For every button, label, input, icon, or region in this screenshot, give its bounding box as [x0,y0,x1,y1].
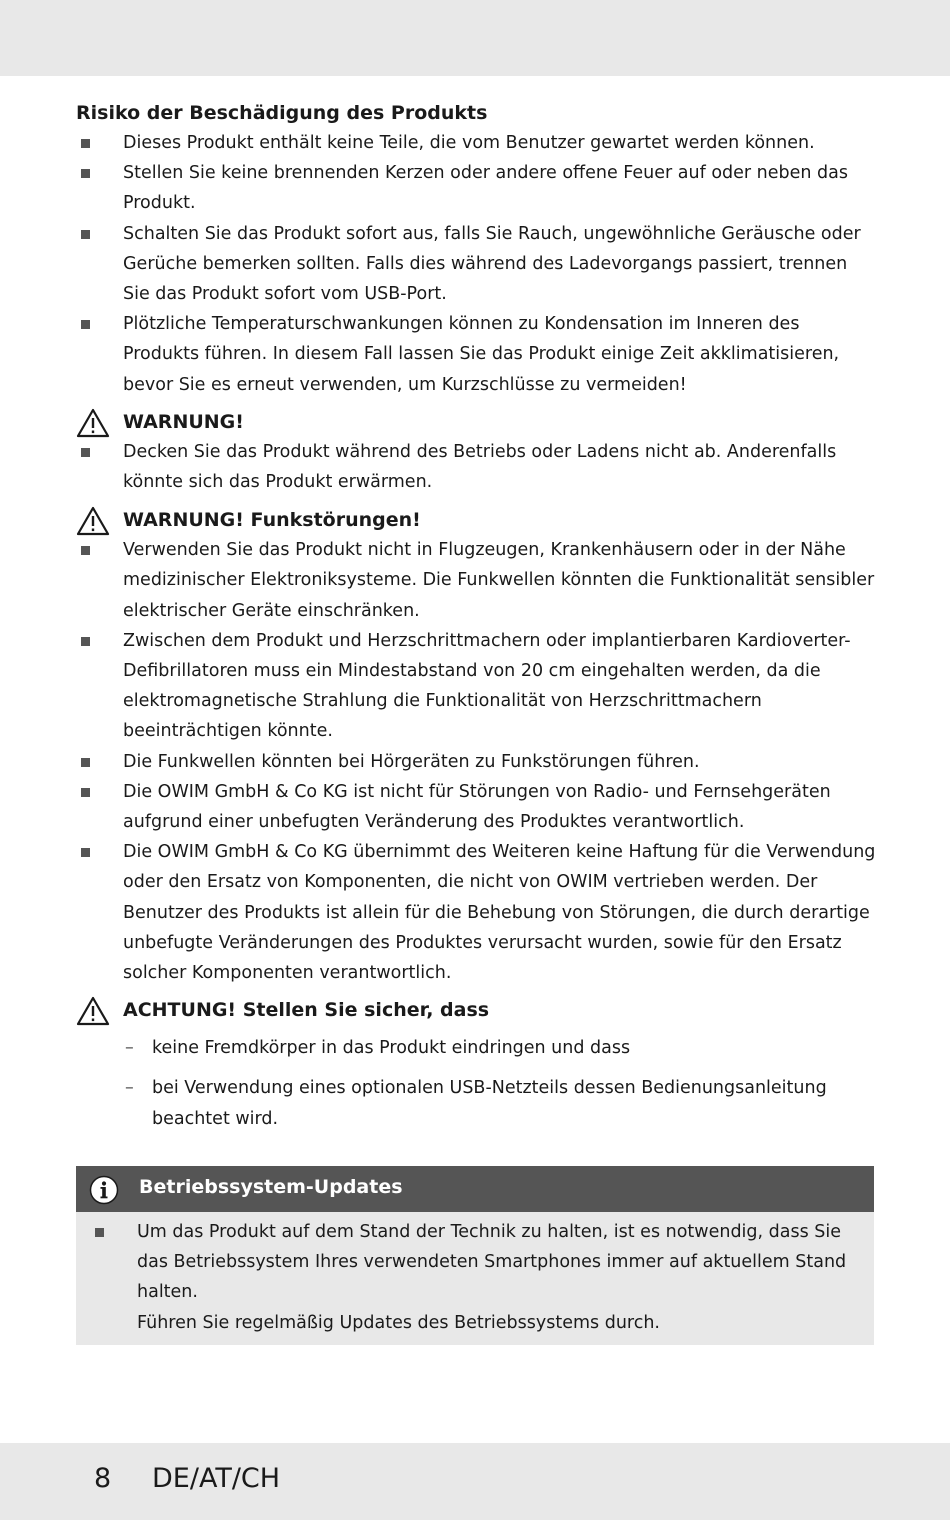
page-content [76,98,876,1144]
header-band [0,0,950,76]
list-item: Um das Produkt auf dem Stand der Technik zu halten, ist es notwendig, dass Sie das Betriebssystem Ihres verwendeten Smartphones immer auf aktuellem Stand halten. Führen Sie regelmäßig Updates des Betriebssystems durch. [76,1217,874,1338]
square-bullet-icon [81,758,90,767]
region-label: DE/AT/CH [152,1463,281,1494]
info-box-title: Betriebssystem-Updates [139,1176,403,1198]
square-bullet-icon [81,448,90,457]
radio-interference-warning-heading: WARNUNG! Funkstörungen! [76,505,876,535]
square-bullet-icon [81,788,90,797]
info-icon [89,1175,119,1205]
warning-triangle-icon [76,996,110,1026]
info-box-header [76,1166,874,1212]
list-item: Die OWIM GmbH & Co KG übernimmt des Weiteren keine Haftung für die Verwendung oder den Ersatz von Komponenten, die nicht von OWIM vertrieben werden. Der Benutzer des Produkts ist allein für die Behebung von Störungen, die durch derartige unbefugte Veränderungen des Produktes verursacht wurden, sowie für den Ersatz solcher Komponenten verantwortlich. [76,837,876,988]
caution-list [76,1033,876,1134]
caution-heading: ACHTUNG! Stellen Sie sicher, dass [76,995,876,1025]
list-item: Plötzliche Temperaturschwankungen können zu Kondensation im Inneren des Produkts führen. In diesem Fall lassen Sie das Produkt einige Zeit akklimatisieren, bevor Sie es erneut verwenden, um Kurzschlüsse zu vermeiden! [76,309,876,400]
list-item: Verwenden Sie das Produkt nicht in Flugzeugen, Krankenhäusern oder in der Nähe medizinischer Elektroniksysteme. Die Funkwellen könnten die Funktionalität sensibler elektrischer Geräte einschränken. [76,535,876,626]
list-item: Die OWIM GmbH & Co KG ist nicht für Störungen von Radio- und Fernsehgeräten aufgrund einer unbefugten Veränderung des Produktes verantwortlich. [76,777,876,837]
info-list [76,1217,874,1338]
square-bullet-icon [81,230,90,239]
square-bullet-icon [81,546,90,555]
warning-heading: WARNUNG! [76,407,876,437]
list-item: Decken Sie das Produkt während des Betriebs oder Ladens nicht ab. Anderenfalls könnte sich das Produkt erwärmen. [76,437,876,497]
square-bullet-icon [81,320,90,329]
list-item: – bei Verwendung eines optionalen USB-Netzteils dessen Bedienungsanleitung beachtet wird. [76,1073,876,1133]
square-bullet-icon [95,1228,104,1237]
dash-bullet-icon: – [125,1038,134,1059]
info-box [76,1166,874,1345]
list-item: Schalten Sie das Produkt sofort aus, falls Sie Rauch, ungewöhnliche Geräusche oder Gerüche bemerken sollten. Falls dies während des Ladevorgangs passiert, trennen Sie das Produkt sofort vom USB-Port. [76,219,876,310]
square-bullet-icon [81,637,90,646]
warning-triangle-icon [76,408,110,438]
damage-risk-heading: Risiko der Beschädigung des Produkts [76,102,488,124]
square-bullet-icon [81,848,90,857]
info-box-body [76,1212,874,1338]
list-item: Dieses Produkt enthält keine Teile, die vom Benutzer gewartet werden können. [76,128,876,158]
list-item: Zwischen dem Produkt und Herzschrittmachern oder implantierbaren Kardioverter-Defibrillatoren muss ein Mindestabstand von 20 cm eingehalten werden, da die elektromagnetische Strahlung die Funktionalität von Herzschrittmachern beeinträchtigen könnte. [76,626,876,747]
square-bullet-icon [81,139,90,148]
footer-band [0,1443,950,1520]
radio-interference-list [76,535,876,988]
page-number: 8 [94,1463,112,1494]
damage-risk-list [76,128,876,400]
warning-list [76,437,876,497]
list-item: Die Funkwellen könnten bei Hörgeräten zu Funkstörungen führen. [76,747,876,777]
list-item: – keine Fremdkörper in das Produkt eindringen und dass [76,1033,876,1063]
dash-bullet-icon: – [125,1078,134,1099]
list-item: Stellen Sie keine brennenden Kerzen oder andere offene Feuer auf oder neben das Produkt. [76,158,876,218]
square-bullet-icon [81,169,90,178]
warning-triangle-icon [76,506,110,536]
